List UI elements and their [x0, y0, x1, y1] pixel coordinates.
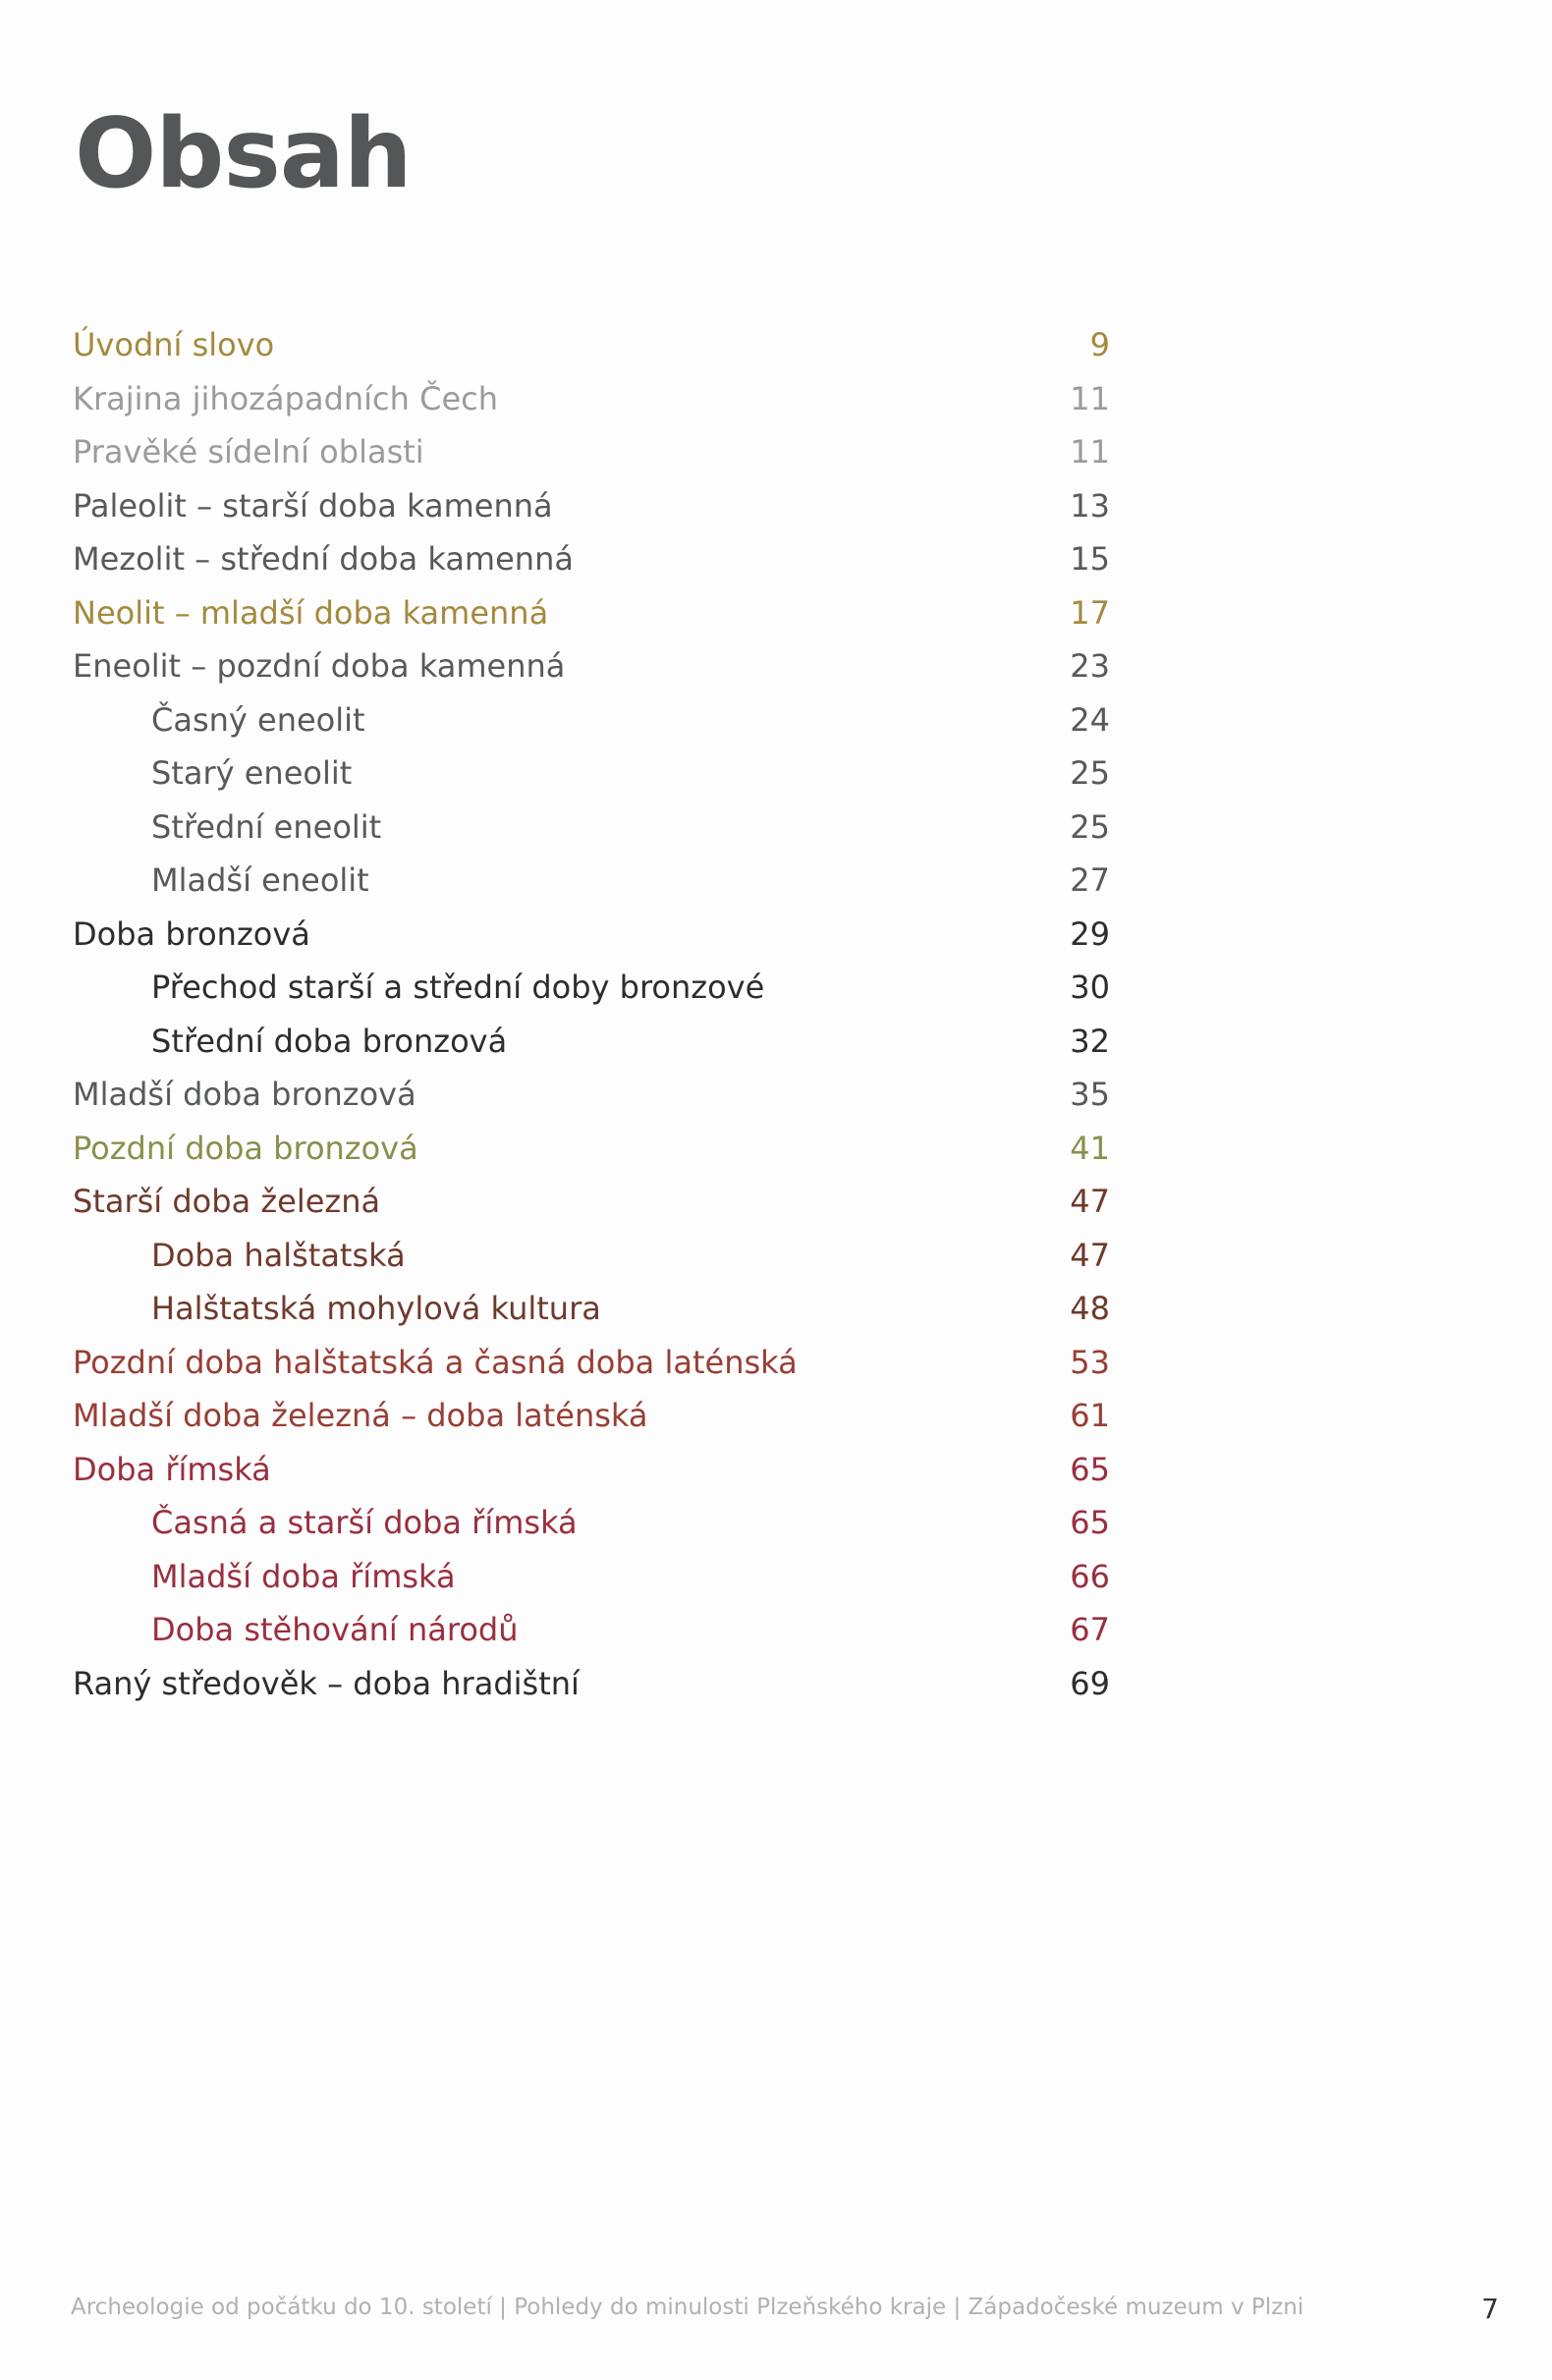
toc-entry	[0, 1496, 1552, 1550]
toc-entry-page: 9	[1089, 326, 1110, 363]
toc-entry	[0, 532, 1552, 586]
toc-entry-page: 41	[1070, 1129, 1110, 1167]
toc-entry-title: Eneolit – pozdní doba kamenná	[73, 647, 566, 685]
toc-entry-page: 27	[1070, 861, 1110, 899]
toc-entry-title: Úvodní slovo	[73, 326, 275, 363]
toc-entry-title: Mezolit – střední doba kamenná	[73, 540, 574, 578]
toc-entry	[0, 425, 1552, 479]
toc-entry-page: 67	[1070, 1611, 1110, 1648]
toc-entry-title: Mladší doba železná – doba laténská	[73, 1397, 648, 1434]
toc-entry-title: Střední doba bronzová	[151, 1022, 508, 1060]
toc-entry-page: 69	[1070, 1664, 1110, 1702]
toc-entry-page: 61	[1070, 1397, 1110, 1434]
toc-entry-page: 11	[1070, 433, 1110, 470]
toc-entry-page: 13	[1070, 486, 1110, 525]
page-number: 7	[1481, 2293, 1499, 2325]
toc-entry-title: Doba římská	[73, 1450, 271, 1488]
toc-entry-page: 66	[1070, 1557, 1110, 1595]
toc-entry-title: Raný středověk – doba hradištní	[73, 1664, 580, 1702]
toc-entry	[0, 639, 1552, 693]
toc-entry-page: 23	[1070, 647, 1110, 685]
toc-entry-title: Starší doba železná	[73, 1183, 381, 1220]
toc-entry-title: Neolit – mladší doba kamenná	[73, 593, 549, 632]
toc-entry-title: Časná a starší doba římská	[151, 1504, 578, 1541]
toc-entry-page: 11	[1070, 379, 1110, 417]
toc-entry	[0, 1282, 1552, 1336]
toc-entry-title: Doba stěhování národů	[151, 1611, 519, 1648]
toc-entry-page: 24	[1070, 700, 1110, 739]
toc-entry	[0, 372, 1552, 426]
toc-entry-page: 53	[1070, 1343, 1110, 1381]
toc-entry-title: Krajina jihozápadních Čech	[73, 379, 498, 417]
toc-entry-page: 25	[1070, 807, 1110, 846]
toc-entry-page: 65	[1070, 1450, 1110, 1488]
toc-entry-page: 47	[1070, 1236, 1110, 1274]
toc-entry	[0, 1550, 1552, 1604]
toc-entry-title: Mladší doba římská	[151, 1557, 456, 1595]
toc-entry-title: Pozdní doba halštatská a časná doba laténská	[73, 1343, 798, 1381]
toc-entry	[0, 1443, 1552, 1497]
toc-entry-title: Doba bronzová	[73, 914, 310, 953]
toc-entry-page: 47	[1070, 1183, 1110, 1220]
toc-entry	[0, 1068, 1552, 1122]
toc-entry-page: 48	[1070, 1290, 1110, 1327]
toc-entry-title: Pravěké sídelní oblasti	[73, 433, 424, 470]
toc-entry-title: Paleolit – starší doba kamenná	[73, 486, 553, 525]
toc-entry	[0, 1389, 1552, 1443]
toc-entry-title: Mladší doba bronzová	[73, 1076, 416, 1113]
toc-entry-title: Starý eneolit	[151, 754, 353, 792]
toc-entry-title: Doba halštatská	[151, 1236, 406, 1274]
toc-entry-page: 17	[1070, 593, 1110, 632]
toc-entry	[0, 801, 1552, 855]
toc-entry	[0, 961, 1552, 1015]
toc-entry	[0, 1229, 1552, 1283]
toc-entry	[0, 586, 1552, 640]
page-title: Obsah	[75, 98, 412, 210]
toc-entry-title: Mladší eneolit	[151, 861, 369, 899]
toc-entry	[0, 479, 1552, 533]
toc-entry-page: 29	[1070, 914, 1110, 953]
toc-entry	[0, 1122, 1552, 1176]
toc-entry	[0, 693, 1552, 747]
toc-entry-page: 35	[1070, 1076, 1110, 1113]
toc-entry	[0, 747, 1552, 801]
toc-entry-page: 30	[1070, 969, 1110, 1006]
toc-entry	[0, 1657, 1552, 1711]
toc-entry	[0, 854, 1552, 908]
toc-entry-page: 25	[1070, 754, 1110, 792]
toc-entry	[0, 1603, 1552, 1657]
toc-entry	[0, 1015, 1552, 1069]
toc-entry-title: Střední eneolit	[151, 807, 382, 846]
toc-entry-page: 32	[1070, 1022, 1110, 1060]
toc-entry	[0, 1336, 1552, 1390]
running-footer: Archeologie od počátku do 10. století | Pohledy do minulosti Plzeňského kraje | Západočeské muzeum v Plzni	[71, 2295, 1304, 2320]
toc-entry-title: Časný eneolit	[151, 700, 365, 739]
toc-entry	[0, 318, 1552, 372]
toc-entry-title: Halštatská mohylová kultura	[151, 1290, 601, 1327]
toc-entry-page: 15	[1070, 540, 1110, 578]
toc-entry	[0, 908, 1552, 962]
toc-entry-title: Pozdní doba bronzová	[73, 1129, 418, 1167]
toc-entry	[0, 1175, 1552, 1229]
table-of-contents	[0, 318, 1552, 1710]
toc-entry-page: 65	[1070, 1504, 1110, 1541]
toc-entry-title: Přechod starší a střední doby bronzové	[151, 969, 765, 1006]
